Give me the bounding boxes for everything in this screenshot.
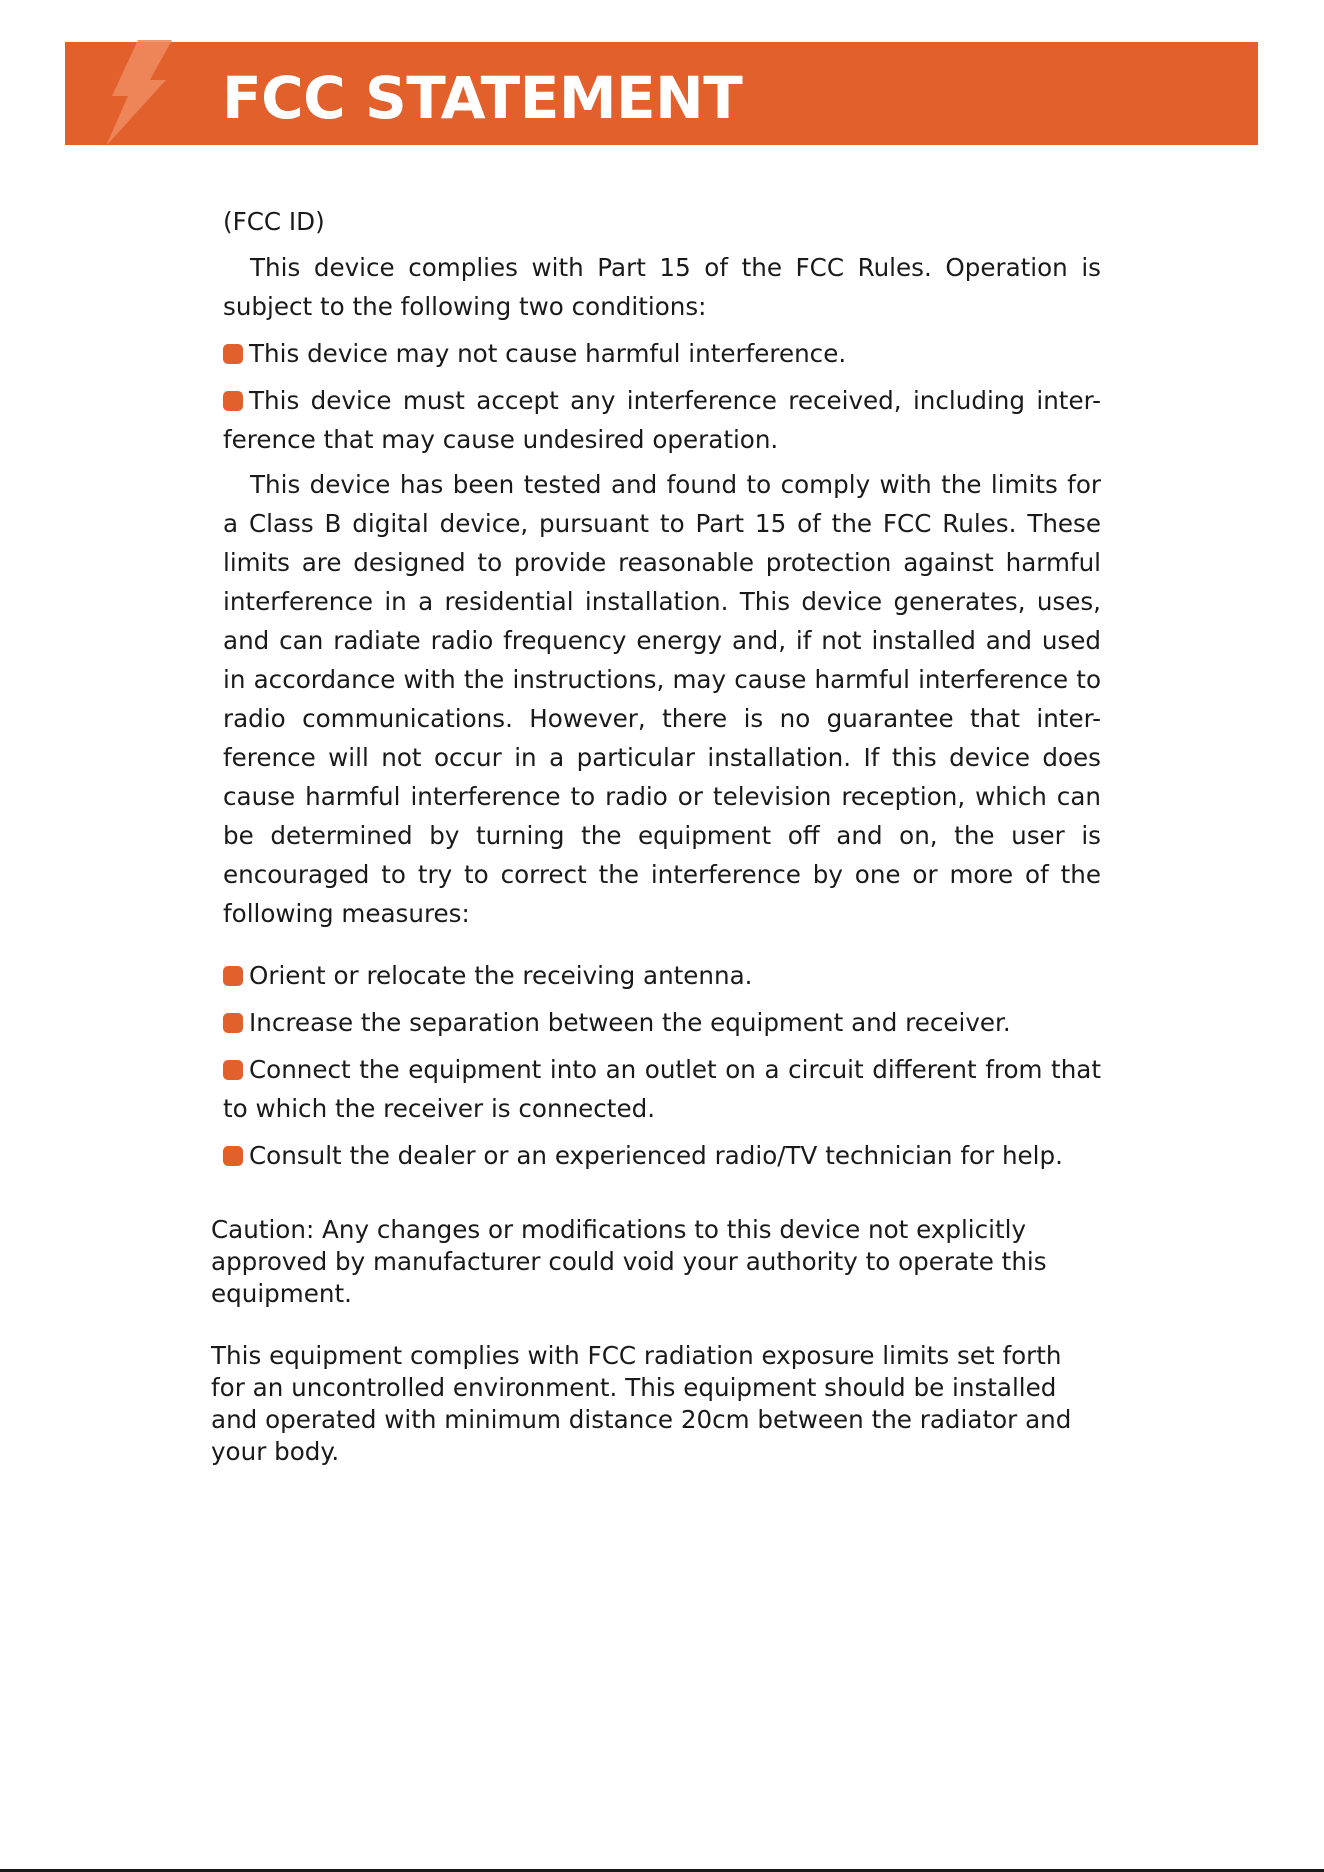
caution-note xyxy=(211,1214,1109,1310)
bullet-icon xyxy=(223,1013,243,1033)
condition-text: This device must accept any interference received, including inter-ference that may cause undesired operation. xyxy=(223,386,1101,454)
bullet-icon xyxy=(223,1146,243,1166)
bullet-icon xyxy=(223,344,243,364)
page-title: FCC STATEMENT xyxy=(222,64,743,132)
measure-item xyxy=(223,1003,1101,1042)
exposure-line: This equipment complies with FCC radiation exposure limits set forth xyxy=(211,1341,1062,1370)
exposure-note xyxy=(211,1340,1109,1468)
fcc-id-label: (FCC ID) xyxy=(223,207,325,236)
measure-text: Orient or relocate the receiving antenna. xyxy=(249,961,753,990)
bullet-icon xyxy=(223,966,243,986)
compliance-intro: This device complies with Part 15 of the FCC Rules. Operation is subject to the following two conditions: xyxy=(223,253,1101,321)
caution-line: Caution: Any changes or modifications to this device not explicitly xyxy=(211,1215,1027,1244)
caution-line: equipment. xyxy=(211,1279,352,1308)
measure-item xyxy=(223,956,1101,995)
measure-item xyxy=(223,1136,1101,1175)
condition-text: This device may not cause harmful interference. xyxy=(249,339,847,368)
exposure-line: and operated with minimum distance 20cm between the radiator and xyxy=(211,1405,1072,1434)
lightning-bolt-icon xyxy=(102,40,176,146)
exposure-line: your body. xyxy=(211,1437,340,1466)
measure-text: Consult the dealer or an experienced radio/TV technician for help. xyxy=(249,1141,1063,1170)
bullet-icon xyxy=(223,1060,243,1080)
exposure-line: for an uncontrolled environment. This equipment should be installed xyxy=(211,1373,1057,1402)
measure-item xyxy=(223,1050,1101,1128)
measure-text: Increase the separation between the equipment and receiver. xyxy=(249,1008,1011,1037)
condition-item xyxy=(223,334,1101,373)
bullet-icon xyxy=(223,391,243,411)
statement-body xyxy=(223,202,1101,1175)
caution-line: approved by manufacturer could void your authority to operate this xyxy=(211,1247,1047,1276)
condition-item xyxy=(223,381,1101,459)
class-b-paragraph: This device has been tested and found to comply with the limits for a Class B digital device, pursuant to Part 15 of the FCC Rules. These limits are designed to provide reasonable protection against harmful interference in a residential installation. This device generates, uses, and can radiate radio frequency energy and, if not installed and used in accordance with the instructions, may cause harmful interference to radio communications. However, there is no guarantee that inter-ference will not occur in a particular installation. If this device does cause harmful interference to radio or television reception, which can be determined by turning the equipment off and on, the user is encouraged to try to correct the interference by one or more of the following measures: xyxy=(223,470,1101,928)
measure-text: Connect the equipment into an outlet on a circuit different from that to which the receiver is connected. xyxy=(223,1055,1101,1123)
